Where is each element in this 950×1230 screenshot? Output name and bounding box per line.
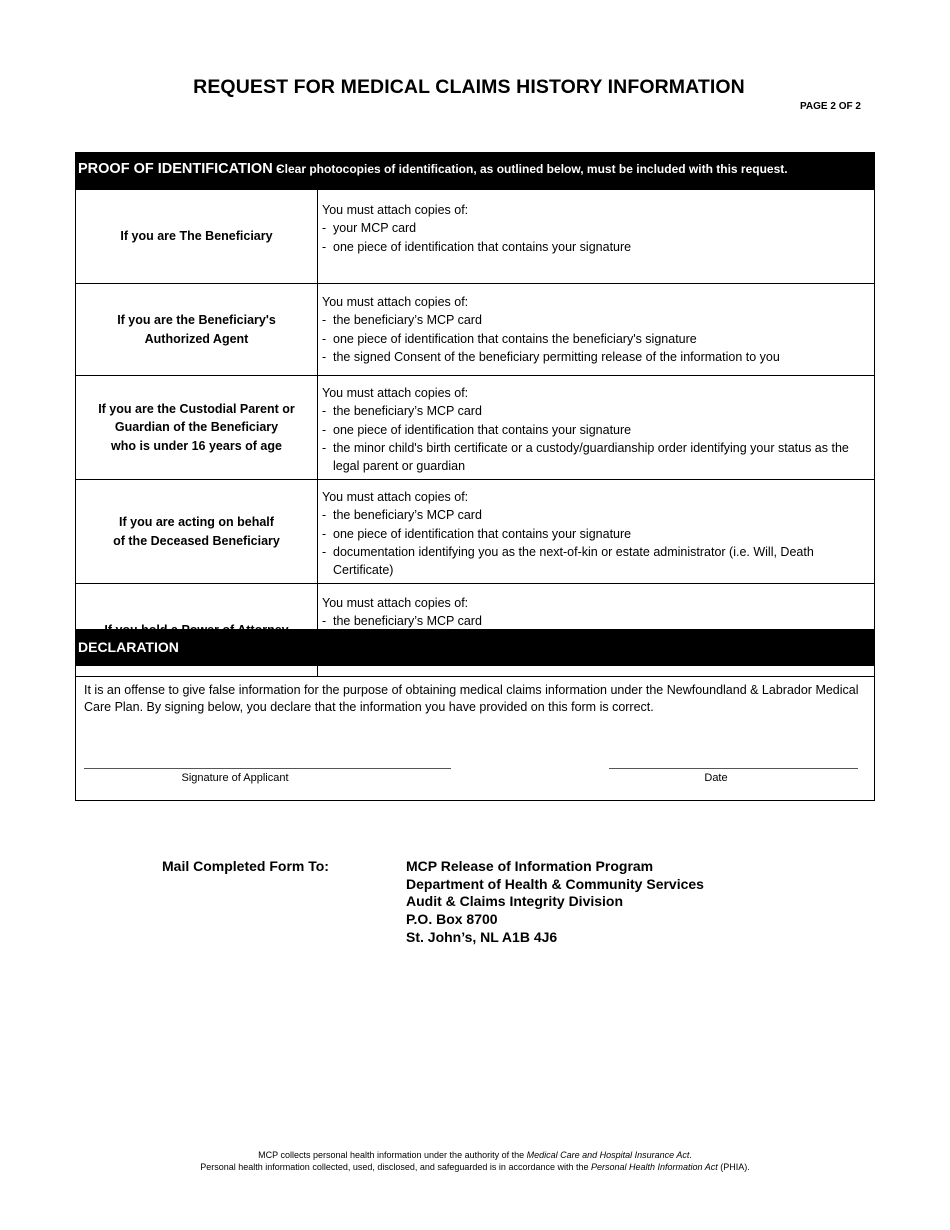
applicant-type-cell [76, 480, 318, 584]
list-item: - your MCP card [322, 219, 868, 237]
address-line: St. John’s, NL A1B 4J6 [406, 928, 558, 945]
list-item: - the beneficiary’s MCP card [322, 506, 868, 524]
footer-text: (PHIA). [717, 1162, 750, 1172]
list-item: - the beneficiary’s MCP card [322, 311, 868, 329]
requirements-cell [318, 376, 875, 480]
requirements-intro: You must attach copies of: [322, 203, 469, 217]
proof-of-identification-header [75, 152, 875, 189]
declaration-header [75, 629, 875, 666]
applicant-type-line: If you are The Beneficiary [120, 229, 273, 244]
list-item: - the beneficiary’s MCP card [322, 402, 868, 420]
address-line: Department of Health & Community Services [406, 875, 704, 892]
table-row [76, 284, 875, 376]
address-line: Audit & Claims Integrity Division [406, 893, 624, 910]
list-item: - one piece of identification that contains your signature [322, 238, 868, 256]
list-item: - one piece of identification that contains your signature [322, 525, 868, 543]
identification-requirements-table [75, 189, 875, 677]
table-row [76, 376, 875, 480]
signature-line[interactable] [84, 768, 451, 769]
table-row [76, 190, 875, 284]
footer-text: MCP collects personal health information under the authority of the [258, 1150, 527, 1160]
requirements-list [322, 402, 868, 475]
list-item: - the beneficiary’s MCP card [322, 612, 868, 630]
applicant-type-line: If you are the Beneficiary's [117, 313, 276, 327]
applicant-type-line: Authorized Agent [144, 331, 249, 346]
applicant-type-line: If you are the Custodial Parent or [98, 401, 295, 416]
mailing-address [406, 858, 704, 947]
address-line: MCP Release of Information Program [406, 858, 654, 874]
requirements-intro: You must attach copies of: [322, 386, 469, 400]
proof-subheading: Clear photocopies of identification, as outlined below, must be included with this request. [276, 162, 788, 176]
requirements-cell [318, 480, 875, 584]
requirements-intro: You must attach copies of: [322, 295, 469, 309]
mail-to-label: Mail Completed Form To: [162, 858, 329, 874]
footer-line-2 [0, 1161, 950, 1173]
declaration-text: It is an offense to give false information for the purpose of obtaining medical claims information under the Newfoundland & Labrador Medical Care Plan. By signing below, you declare that the information you have provided on this form is correct. [84, 683, 859, 714]
act-name: Medical Care and Hospital Insurance Act [526, 1150, 690, 1160]
list-item: - one piece of identification that contains the beneficiary's signature [322, 330, 868, 348]
requirements-cell [318, 284, 875, 376]
footer-text: . [689, 1150, 692, 1160]
act-name: Personal Health Information Act [591, 1162, 718, 1172]
applicant-type-line: of the Deceased Beneficiary [113, 533, 280, 548]
applicant-type-line: Guardian of the Beneficiary [114, 420, 279, 435]
requirements-cell [318, 190, 875, 284]
requirements-intro: You must attach copies of: [322, 490, 469, 504]
form-title: REQUEST FOR MEDICAL CLAIMS HISTORY INFORMATION [193, 76, 745, 98]
applicant-type-line: If you are acting on behalf [119, 515, 274, 529]
applicant-type-line: who is under 16 years of age [111, 438, 282, 453]
date-line[interactable] [609, 768, 858, 769]
footer-text: Personal health information collected, used, disclosed, and safeguarded is in accordance with the [200, 1162, 591, 1172]
footer-line-1 [0, 1149, 950, 1161]
list-item: - documentation identifying you as the next-of-kin or estate administrator (i.e. Will, Death Certificate) [322, 543, 868, 580]
proof-heading: PROOF OF IDENTIFICATION - [78, 161, 282, 177]
signature-label: Signature of Applicant [181, 772, 289, 784]
list-item: - the minor child's birth certificate or a custody/guardianship order identifying your status as the legal parent or guardian [322, 439, 868, 476]
privacy-footer [0, 1149, 950, 1173]
declaration-heading: DECLARATION [78, 639, 179, 655]
requirements-list [322, 311, 868, 366]
list-item: - the signed Consent of the beneficiary permitting release of the information to you [322, 348, 868, 366]
requirements-list [322, 506, 868, 579]
applicant-type-cell [76, 190, 318, 284]
declaration-section [75, 666, 875, 801]
applicant-type-cell [76, 284, 318, 376]
requirements-list [322, 219, 868, 256]
address-line: P.O. Box 8700 [406, 911, 498, 928]
requirements-intro: You must attach copies of: [322, 596, 469, 610]
date-label: Date [704, 772, 728, 784]
table-row [76, 480, 875, 584]
list-item: - one piece of identification that contains your signature [322, 421, 868, 439]
page-number: PAGE 2 OF 2 [800, 101, 861, 112]
applicant-type-cell [76, 376, 318, 480]
